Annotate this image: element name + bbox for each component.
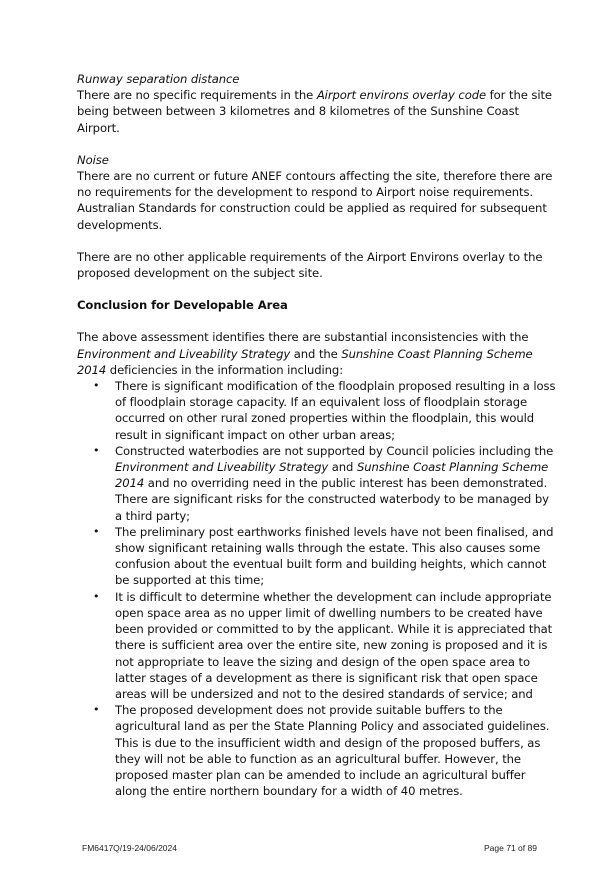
list-item-text: Constructed waterbodies are not supported by Council policies including the (115, 443, 554, 458)
conclusion-heading: Conclusion for Developable Area (77, 298, 288, 313)
list-item (77, 524, 557, 589)
list-item-em: Sunshine Coast Planning Scheme 2014 (115, 460, 549, 491)
runway-text-b: for the site being between between 3 kilometres and 8 kilometres of the Sunshine Coast Airport. (77, 88, 552, 135)
document-body (77, 71, 557, 799)
bullet-icon: • (93, 379, 100, 393)
list-item-em: Environment and Liveability Strategy (115, 460, 329, 475)
intro-text-c: deficiencies in the information including: (106, 362, 344, 377)
list-item-text: and no overriding need in the public interest has been demonstrated. There are significant risks for the constructed waterbody to be managed by a third party; (115, 476, 549, 523)
list-item-text: The proposed development does not provide suitable buffers to the agricultural land as per the State Planning Policy and associated guidelines. This is due to the insufficient width and design of the proposed buffers, as they will not be able to function as an agricultural buffer. However, the proposed master plan can be amended to include an agricultural buffer along the entire northern boundary for a width of 40 metres. (115, 703, 550, 799)
bullet-icon: • (93, 703, 100, 717)
footer-doc-ref: FM6417Q/19-24/06/2024 (82, 843, 177, 853)
intro-text-a: The above assessment identifies there are substantial inconsistencies with the (77, 330, 529, 345)
conclusion-intro (77, 329, 557, 378)
list-item (77, 702, 557, 799)
runway-text-a: There are no specific requirements in the (77, 88, 317, 103)
list-item-text: There is significant modification of the floodplain proposed resulting in a loss of floodplain storage capacity. If an equivalent loss of floodplain storage occurred on other rural zoned properties within the floodplain, this would result in significant impact on other urban areas; (115, 379, 556, 442)
intro-text-b: and the (290, 346, 342, 361)
list-item-text: The preliminary post earthworks finished levels have not been finalised, and show significant retaining walls through the estate. This also causes some confusion about the eventual built form and building heights, which cannot be supported at this time; (115, 524, 554, 588)
runway-paragraph (77, 87, 557, 136)
list-item (77, 589, 557, 702)
intro-em-1: Environment and Liveability Strategy (77, 346, 291, 361)
footer-page-number: Page 71 of 89 (484, 843, 537, 853)
runway-text-em: Airport environs overlay code (316, 88, 487, 103)
runway-heading: Runway separation distance (77, 72, 240, 86)
list-item-text: It is difficult to determine whether the development can include appropriate open space area as no upper limit of dwelling numbers to be created have been provided or committed to by the applicant. While it is appreciated that there is sufficient area over the entire site, new zoning is proposed and it is not appropriate to leave the sizing and design of the open space area to latter stages of a development as there is significant risk that open space areas will be undersized and not to the desired standards of service; and (115, 589, 553, 701)
intro-em-2: Sunshine Coast Planning Scheme 2014 (77, 346, 533, 377)
list-item (77, 378, 557, 443)
list-item (77, 443, 557, 524)
bullet-icon: • (93, 524, 100, 538)
noise-paragraph: There are no current or future ANEF contours affecting the site, therefore there are no requirements for the development to respond to Airport noise requirements. Australian Standards for construction could be applied as required for subsequent developments. (77, 169, 553, 232)
bullet-icon: • (93, 443, 100, 457)
deficiency-list (77, 378, 557, 799)
other-paragraph: There are no other applicable requirements of the Airport Environs overlay to the proposed development on the subject site. (77, 249, 543, 281)
list-item-text: and (328, 460, 357, 475)
noise-heading: Noise (77, 152, 109, 167)
bullet-icon: • (93, 589, 100, 603)
